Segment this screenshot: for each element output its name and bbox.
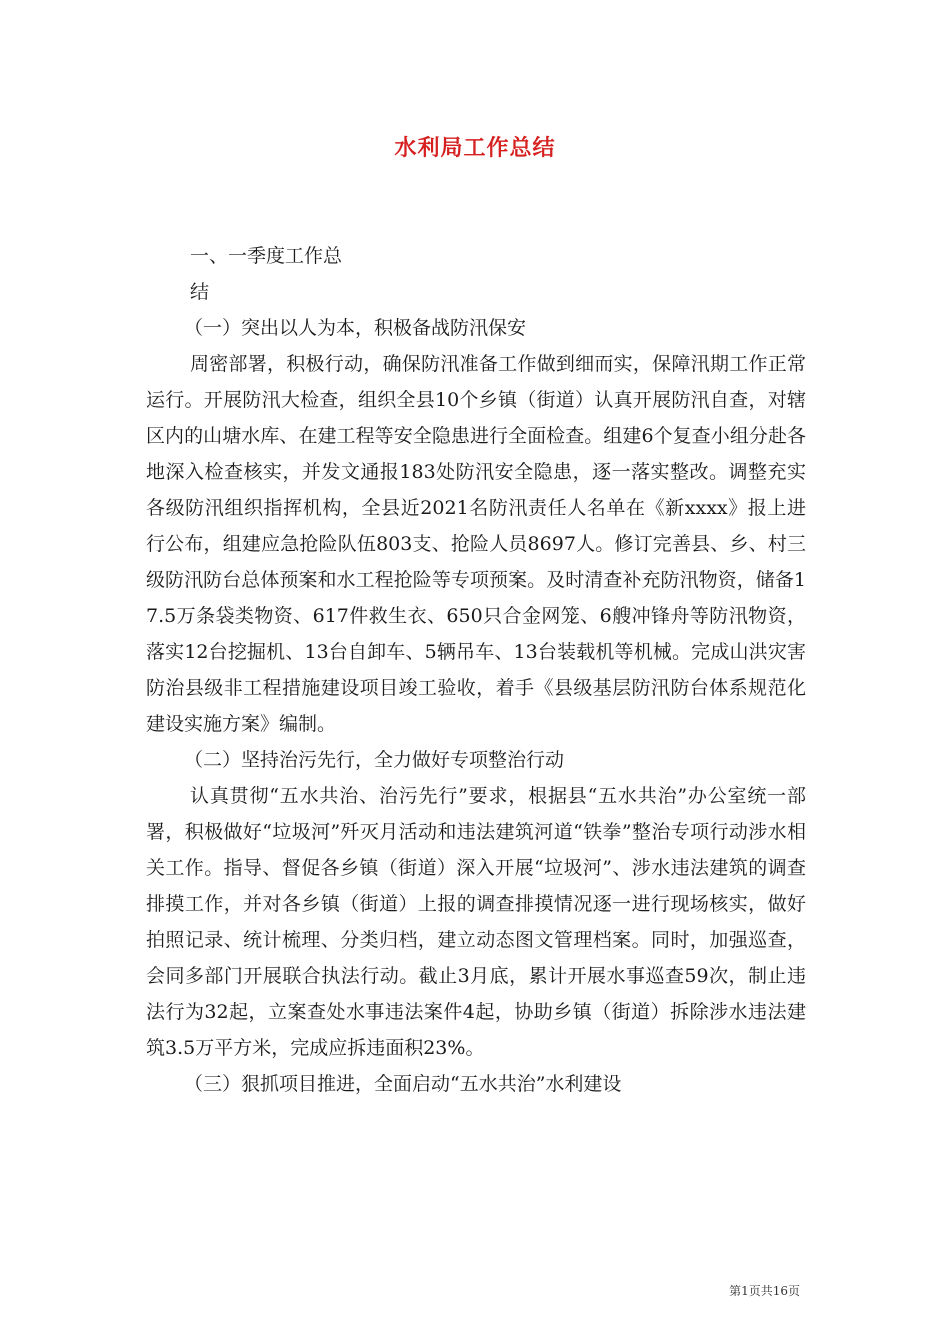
section-heading: 一、一季度工作总结 [190,245,343,303]
page-number: 第1页共16页 [729,1284,800,1298]
sub-heading-1: （一）突出以人为本，积极备战防汛保安 [184,317,527,339]
document-body [146,238,806,1102]
document-title: 水利局工作总结 [394,135,556,161]
paragraph-2: 认真贯彻“五水共治、治污先行”要求，根据县“五水共治”办公室统一部署，积极做好“垃圾河”歼灭月活动和违法建筑河道“铁拳”整治专项行动涉水相关工作。指导、督促各乡镇（街道）深入开展“垃圾河”、涉水违法建筑的调查排摸工作，并对各乡镇（街道）上报的调查排摸情况逐一进行现场核实，做好拍照记录、统计梳理、分类归档，建立动态图文管理档案。同时，加强巡查，会同多部门开展联合执法行动。截止3月底，累计开展水事巡查59次，制止违法行为32起，立案查处水事违法案件4起，协助乡镇（街道）拆除涉水违法建筑3.5万平方米，完成应拆违面积23%。 [146,785,806,1059]
sub-heading-2: （二）坚持治污先行，全力做好专项整治行动 [184,749,565,771]
sub-heading-3: （三）狠抓项目推进，全面启动“五水共治”水利建设 [184,1073,622,1095]
paragraph-1: 周密部署，积极行动，确保防汛准备工作做到细而实，保障汛期工作正常运行。开展防汛大检查，组织全县10个乡镇（街道）认真开展防汛自查，对辖区内的山塘水库、在建工程等安全隐患进行全面检查。组建6个复查小组分赴各地深入检查核实，并发文通报183处防汛安全隐患，逐一落实整改。调整充实各级防汛组织指挥机构，全县近2021名防汛责任人名单在《新xxxx》报上进行公布，组建应急抢险队伍803支、抢险人员8697人。修订完善县、乡、村三级防汛防台总体预案和水工程抢险等专项预案。及时清查补充防汛物资，储备17.5万条袋类物资、617件救生衣、650只合金网笼、6艘冲锋舟等防汛物资，落实12台挖掘机、13台自卸车、5辆吊车、13台装载机等机械。完成山洪灾害防治县级非工程措施建设项目竣工验收，着手《县级基层防汛防台体系规范化建设实施方案》编制。 [146,353,806,735]
